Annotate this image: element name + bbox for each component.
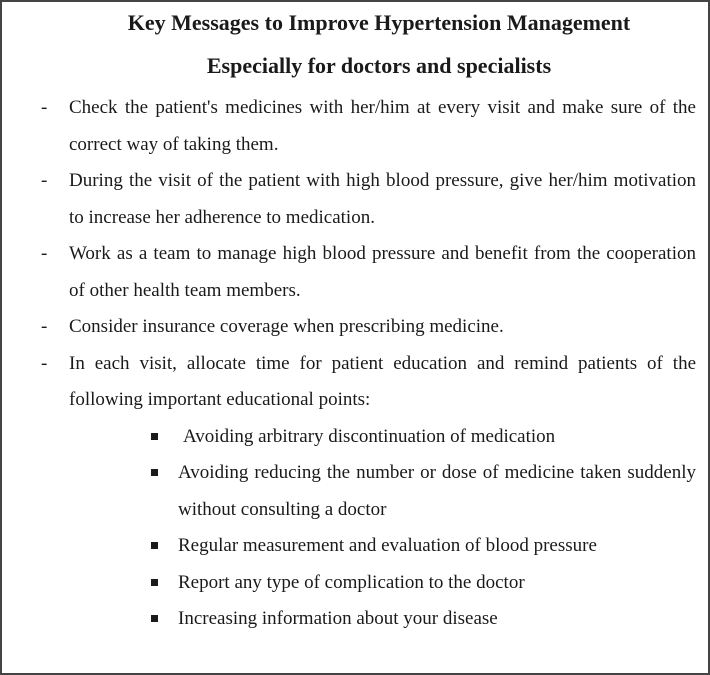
square-bullet-icon bbox=[151, 615, 158, 622]
dash-marker: - bbox=[41, 316, 48, 337]
dash-marker: - bbox=[41, 243, 48, 264]
list-item-text: Work as a team to manage high blood pressure and benefit from the cooperation of other health team members. bbox=[69, 243, 696, 301]
square-bullet-icon bbox=[151, 469, 158, 476]
list-item-text: Consider insurance coverage when prescribing medicine. bbox=[69, 316, 504, 337]
sub-list-wrapper bbox=[2, 419, 708, 638]
list-item bbox=[2, 309, 708, 346]
list-item bbox=[2, 90, 708, 163]
square-bullet-icon bbox=[151, 542, 158, 549]
sub-list-item bbox=[2, 419, 708, 456]
list-item-text: In each visit, allocate time for patient education and remind patients of the following important educational points: bbox=[69, 352, 696, 410]
square-bullet-icon bbox=[151, 579, 158, 586]
list-item bbox=[2, 163, 708, 236]
list-item bbox=[2, 346, 708, 419]
page-subtitle: Especially for doctors and specialists bbox=[206, 53, 552, 78]
square-bullet-icon bbox=[151, 433, 158, 440]
list-item-text: During the visit of the patient with high blood pressure, give her/him motivation to increase her adherence to medication. bbox=[69, 170, 696, 228]
sub-list-item-text: Increasing information about your disease bbox=[178, 608, 498, 629]
sub-list-item bbox=[2, 528, 708, 565]
list-item-text: Check the patient's medicines with her/him at every visit and make sure of the correct way of taking them. bbox=[69, 97, 696, 155]
sub-list-item bbox=[2, 565, 708, 602]
sub-list-item-text: Avoiding reducing the number or dose of medicine taken suddenly without consulting a doctor bbox=[178, 462, 696, 520]
sub-list-item-text: Avoiding arbitrary discontinuation of medication bbox=[183, 425, 556, 447]
page-title: Key Messages to Improve Hypertension Management bbox=[127, 10, 631, 35]
list-item bbox=[2, 236, 708, 309]
sub-list-item-text: Report any type of complication to the doctor bbox=[178, 571, 525, 593]
sub-list-item bbox=[2, 455, 708, 528]
educational-points-list bbox=[2, 419, 708, 638]
key-messages-list bbox=[2, 90, 708, 638]
dash-marker: - bbox=[41, 170, 48, 191]
sub-list-item bbox=[2, 601, 708, 638]
sub-list-item-text: Regular measurement and evaluation of blood pressure bbox=[178, 535, 597, 556]
dash-marker: - bbox=[41, 352, 48, 374]
dash-marker: - bbox=[41, 97, 48, 118]
